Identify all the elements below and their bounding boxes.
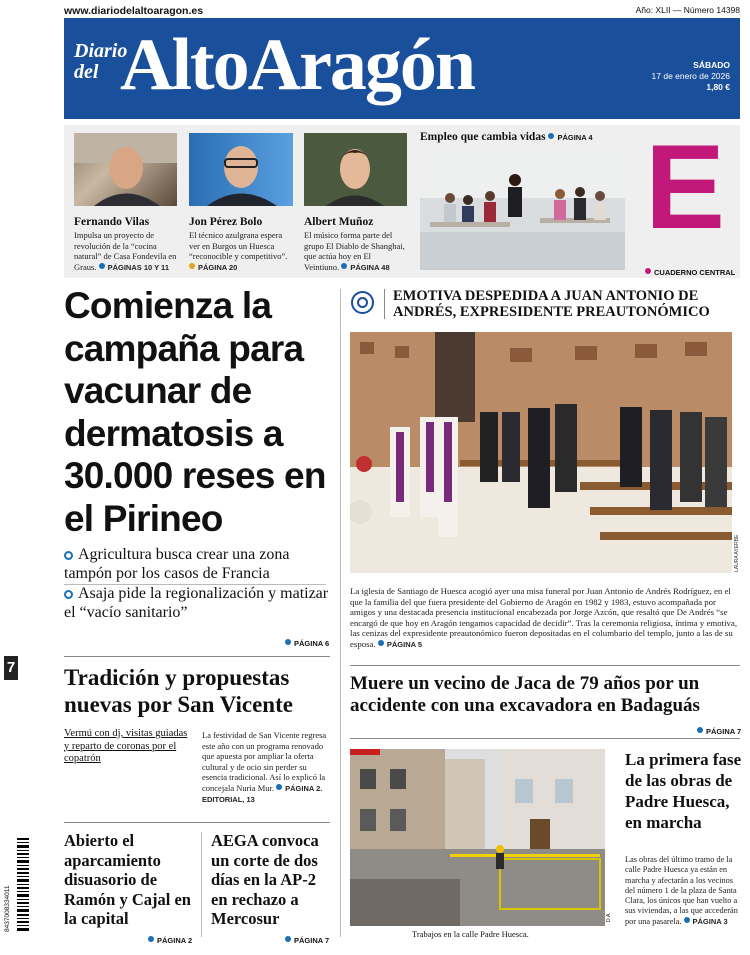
barcode-number: 8437008334011 bbox=[4, 885, 11, 932]
funeral-photo[interactable] bbox=[350, 332, 732, 573]
page-dot bbox=[378, 640, 384, 646]
page-dot bbox=[148, 936, 154, 942]
teaser-text-2: El técnico azulgrana espera ver en Burgos un Huesca “reconocible y competitivo”. PÁGINA 20 bbox=[189, 230, 288, 272]
funeral-caption: La iglesia de Santiago de Huesca acogió ayer una misa funeral por Juan Antonio de Andrés Rodríguez, en el que la familia del que fuera presidente del Gobierno de Aragón en 1982 y 1983, estuvo acompañada por amigos y una destacada presencia institucional encabezada por Jorge Azcón, que resaltó que De Andrés “se encargó de que hoy en Aragón tengamos capacidad de decidir”. Tras la ceremonia religiosa, íntima y emotiva, las cenizas del expresidente preautonómico fueron depositadas en el columbario del templo, junto a las de su esposa. PÁGINA 5 bbox=[350, 586, 738, 649]
employment-dot bbox=[548, 133, 554, 139]
masthead-day: SÁBADO bbox=[693, 60, 730, 70]
works-headline[interactable]: La primera fase de las obras de Padre Huesca, en marcha bbox=[625, 750, 742, 832]
parking-headline[interactable]: Abierto el aparcamiento disuasorio de Ramón y Cajal en la capital bbox=[64, 831, 191, 928]
main-page-ref[interactable]: PÁGINA 6 bbox=[285, 633, 329, 651]
teaser-page-2[interactable]: PÁGINA 20 bbox=[198, 262, 238, 272]
masthead-diario: Diario bbox=[74, 40, 128, 62]
main-bullet-2: Asaja pide la regionalización y matizar el “vacío sanitario” bbox=[64, 585, 329, 621]
side-page-number: 7 bbox=[4, 656, 18, 680]
bottom-divider bbox=[201, 832, 202, 937]
sanvicente-body: La festividad de San Vicente regresa este año con un programa renovado que apuesta por ampliar la oferta cultural y de ocio sin perder su esencia tradicional. Así lo explicó la concejala Nuria Mur. PÁGINA 2. EDITORIAL, 13 bbox=[202, 730, 327, 804]
sanvicente-headline[interactable]: Tradición y propuestas nuevas por San Vicente bbox=[64, 665, 293, 717]
page-dot bbox=[285, 639, 291, 645]
teaser-photo-jon-perez-bolo[interactable] bbox=[189, 133, 293, 206]
supplement-dot bbox=[645, 268, 651, 274]
teaser-dot-1 bbox=[99, 263, 105, 269]
works-photo-caption: Trabajos en la calle Padre Huesca. bbox=[412, 929, 529, 939]
works-body: Las obras del último tramo de la calle Padre Huesca ya están en marcha y afectarán a los vecinos del número 1 de la plaza de Santa Clara, los únicos que han vuelto a sus viviendas, a las que accederán por una pasarela. PÁGINA 3 bbox=[625, 855, 738, 926]
teaser-photo-albert-munoz[interactable] bbox=[304, 133, 407, 206]
works-photo[interactable] bbox=[350, 749, 605, 926]
funeral-photo-credit: LAURA AYERBE bbox=[734, 534, 740, 572]
sanvicente-sub: Vermú con dj, visitas guiadas y reparto de coronas por el copatrón bbox=[64, 728, 188, 764]
teaser-page-1[interactable]: PÁGINAS 10 Y 11 bbox=[107, 262, 169, 272]
bullet-icon bbox=[64, 590, 73, 599]
page-dot bbox=[684, 917, 690, 923]
employment-photo[interactable] bbox=[420, 148, 625, 270]
column-divider bbox=[340, 289, 341, 937]
page-dot bbox=[285, 936, 291, 942]
masthead-date: 17 de enero de 2026 bbox=[651, 71, 730, 81]
works-photo-credit: D.A. bbox=[606, 912, 612, 922]
teaser-dot-2 bbox=[189, 263, 195, 269]
barcode bbox=[3, 836, 31, 934]
teaser-name-2: Jon Pérez Bolo bbox=[189, 216, 263, 228]
page-dot bbox=[697, 727, 703, 733]
funeral-rule bbox=[384, 289, 385, 319]
section-divider-right bbox=[350, 665, 740, 666]
supplement-letter[interactable]: E bbox=[645, 120, 726, 254]
page-dot bbox=[276, 784, 282, 790]
masthead bbox=[64, 18, 740, 119]
aega-headline[interactable]: AEGA convoca un corte de dos días en la AP-2 en rechazo a Mercosur bbox=[211, 831, 319, 928]
teaser-text-3: El músico forma parte del grupo El Diablo de Shanghai, que actúa hoy en El Veintiuno. PÁGINA 48 bbox=[304, 230, 405, 272]
bullet-icon bbox=[64, 551, 73, 560]
teaser-photo-fernando-vilas[interactable] bbox=[74, 133, 177, 206]
funeral-headline[interactable]: EMOTIVA DESPEDIDA A JUAN ANTONIO DE ANDRÉS, EXPRESIDENTE PREAUTONÓMICO bbox=[393, 288, 710, 320]
teaser-name-3: Albert Muñoz bbox=[304, 216, 374, 228]
masthead-del: del bbox=[74, 61, 99, 83]
teaser-dot-3 bbox=[341, 263, 347, 269]
aega-page-ref[interactable]: PÁGINA 7 bbox=[285, 930, 329, 948]
section-divider-left bbox=[64, 656, 330, 657]
masthead-title: AltoAragón bbox=[120, 24, 475, 106]
main-headline[interactable]: Comienza la campaña para vacunar de dermatosis a 30.000 reses en el Pirineo bbox=[64, 285, 326, 539]
employment-title[interactable]: Empleo que cambia vidas PÁGINA 4 bbox=[420, 131, 593, 143]
jaca-page-ref[interactable]: PÁGINA 7 bbox=[697, 721, 741, 739]
funeral-logo-icon bbox=[351, 291, 374, 314]
supplement-label[interactable]: CUADERNO CENTRAL bbox=[645, 262, 735, 280]
section-divider-right-2 bbox=[350, 738, 740, 739]
parking-page-ref[interactable]: PÁGINA 2 bbox=[148, 930, 192, 948]
section-divider-left-2 bbox=[64, 822, 330, 823]
teaser-name-1: Fernando Vilas bbox=[74, 216, 150, 228]
teaser-text-1: Impulsa un proyecto de revolución de la “cocina natural” de Casa Fondevila en Graus. PÁGINAS 10 Y 11 bbox=[74, 230, 177, 272]
teaser-page-3[interactable]: PÁGINA 48 bbox=[350, 262, 390, 272]
site-url[interactable]: www.diariodelaltoaragon.es bbox=[64, 5, 204, 17]
main-bullet-1: Agricultura busca crear una zona tampón por los casos de Francia bbox=[64, 546, 290, 582]
edition-info: Año: XLII — Número 14398 bbox=[635, 5, 740, 15]
jaca-headline[interactable]: Muere un vecino de Jaca de 79 años por un accidente con una excavadora en Badaguás bbox=[350, 673, 700, 716]
masthead-price: 1,80 € bbox=[706, 82, 730, 92]
